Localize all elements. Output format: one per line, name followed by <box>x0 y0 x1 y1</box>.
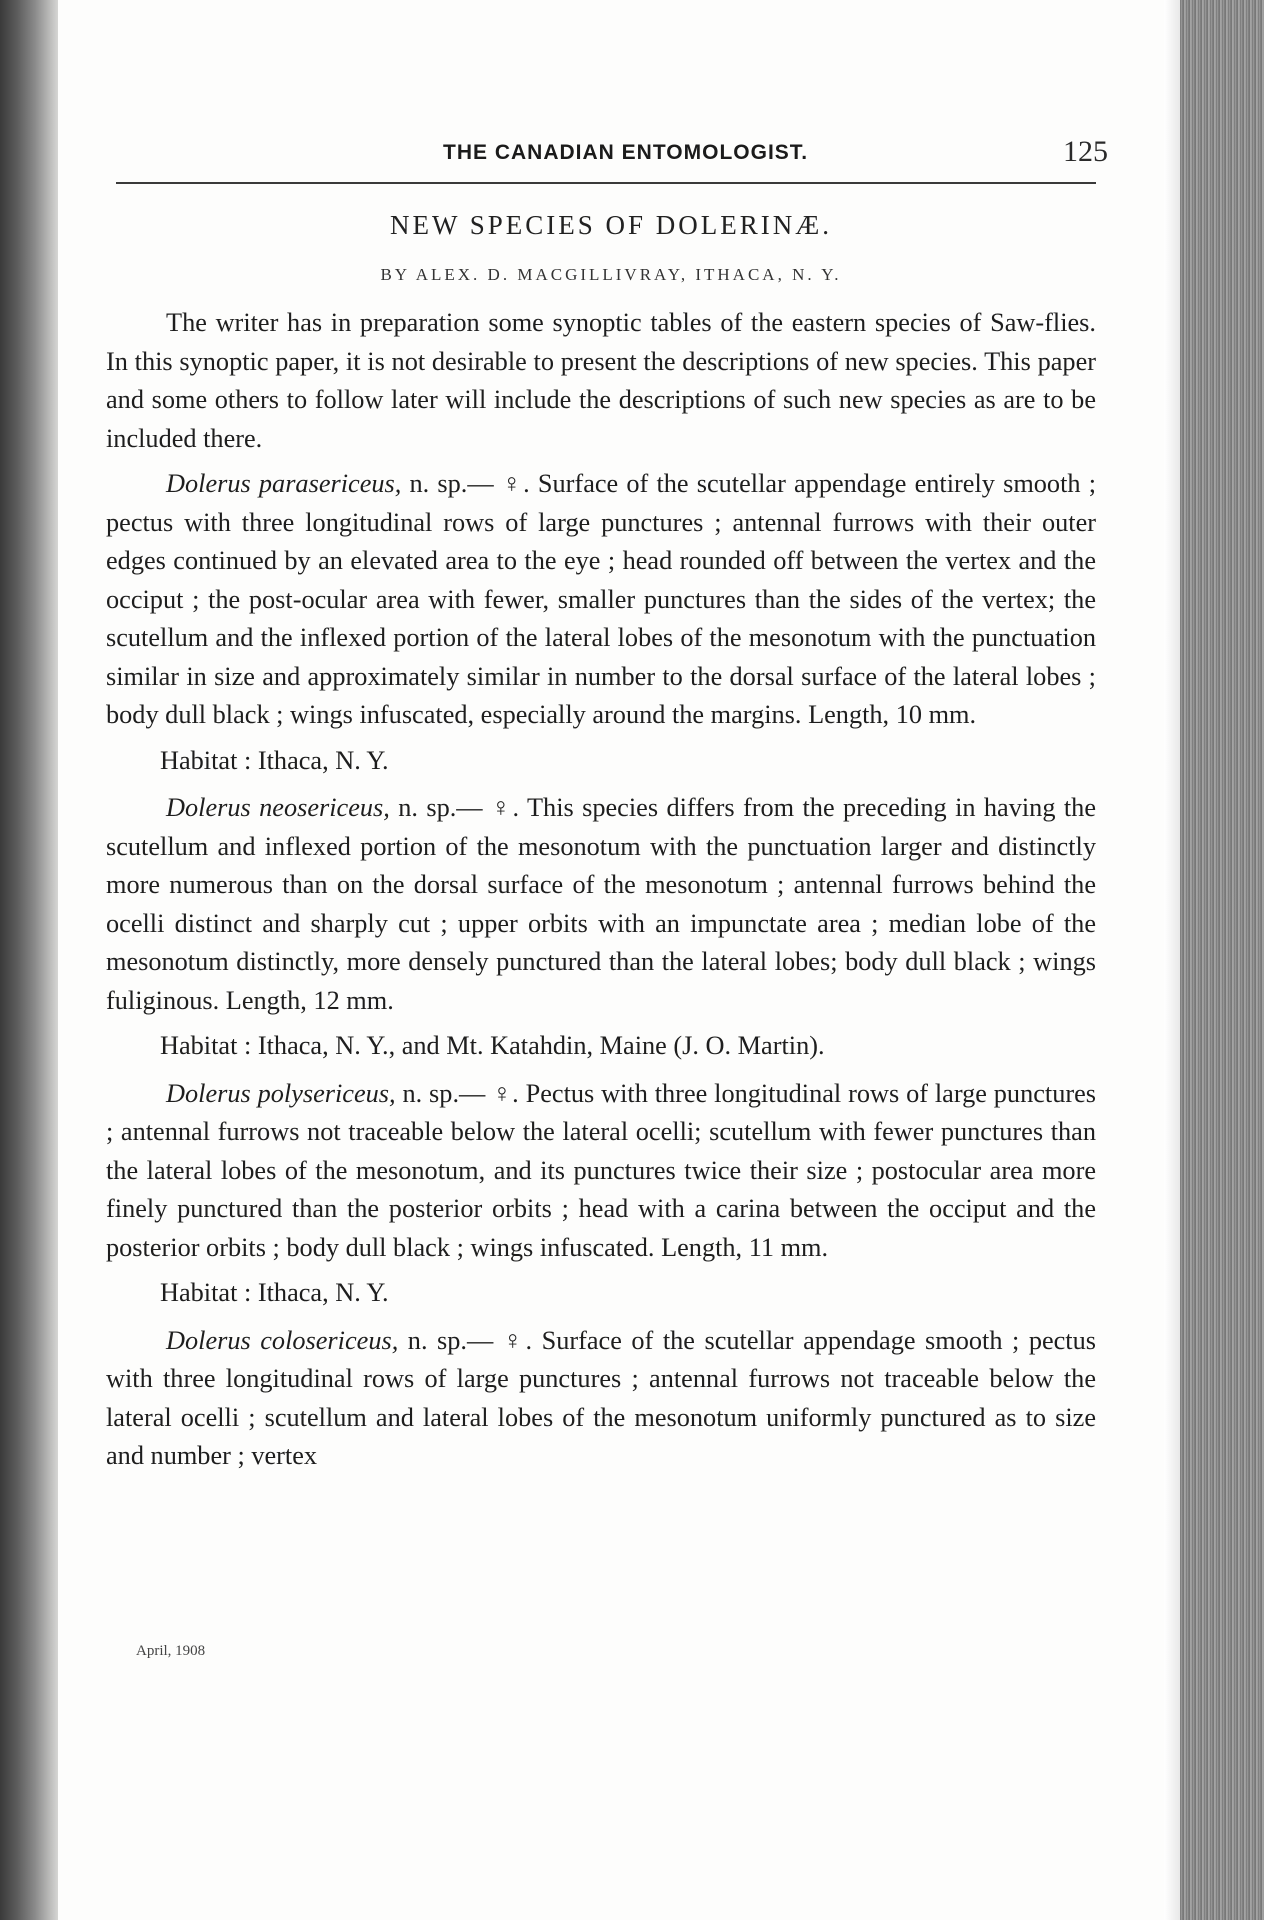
species-paragraph-neosericeus <box>106 789 1096 1020</box>
page-edge-shadow <box>1164 0 1180 1920</box>
species-paragraph-parasericeus <box>106 465 1096 735</box>
habitat-line: Habitat : Ithaca, N. Y. <box>160 1278 389 1307</box>
article-byline: BY ALEX. D. MACGILLIVRAY, ITHACA, N. Y. <box>380 265 842 284</box>
intro-paragraph: The writer has in preparation some synoptic tables of the eastern species of Saw-flies. In this synoptic paper, it is not desirable to present the descriptions of new species. This paper and some others to follow later will include the descriptions of such new species as are to be included there. <box>106 308 1096 453</box>
species-description: n. sp.— ♀. This species differs from the preceding in having the scutellum and inflexed portion of the mesonotum with the punctuation larger and distinctly more numerous than on the dorsal surface of the mesonotum ; antennal furrows behind the ocelli distinct and sharply cut ; upper orbits with an impunctate area ; median lobe of the mesonotum distinctly, more densely punctured than the lateral lobes; body dull black ; wings fuliginous. Length, 12 mm. <box>106 793 1096 1015</box>
book-page <box>58 0 1164 1920</box>
species-paragraph-colosericeus <box>106 1322 1096 1476</box>
book-gutter-shadow <box>0 0 58 1920</box>
species-description: n. sp.— ♀. Surface of the scutellar appendage entirely smooth ; pectus with three longitudinal rows of large punctures ; antennal furrows with their outer edges continued by an elevated area to the eye ; head rounded off between the vertex and the occiput ; the post-ocular area with fewer, smaller punctures than the sides of the vertex; the scutellum and the inflexed portion of the lateral lobes of the mesonotum with the punctuation similar in size and approximately similar in number to the dorsal surface of the lateral lobes ; body dull black ; wings infuscated, especially around the margins. Length, 10 mm. <box>106 469 1097 729</box>
habitat-line: Habitat : Ithaca, N. Y., and Mt. Katahdin, Maine (J. O. Martin). <box>160 1031 825 1060</box>
signature-mark: April, 1908 <box>136 1643 206 1659</box>
species-description: n. sp.— ♀. Surface of the scutellar appendage smooth ; pectus with three longitudinal rows of large punctures ; antennal furrows not traceable below the lateral ocelli ; scutellum and lateral lobes of the mesonotum uniformly punctured as to size and number ; vertex <box>106 1325 1096 1470</box>
species-description: n. sp.— ♀. Pectus with three longitudinal rows of large punctures ; antennal furrows not traceable below the lateral ocelli; scutellum with fewer punctures than the lateral lobes of the mesonotum, and its punctures twice their size ; postocular area more finely punctured than the posterior orbits ; head with a carina between the occiput and the posterior orbits ; body dull black ; wings infuscated. Length, 11 mm. <box>106 1078 1097 1262</box>
page-number: 125 <box>1063 135 1108 168</box>
journal-title: THE CANADIAN ENTOMOLOGIST. <box>443 141 809 164</box>
species-name: Dolerus colosericeus, <box>166 1325 399 1355</box>
species-name: Dolerus parasericeus, <box>166 469 402 498</box>
habitat-line: Habitat : Ithaca, N. Y. <box>160 745 389 775</box>
article-body <box>106 304 1096 1483</box>
species-name: Dolerus polysericeus, <box>166 1078 396 1108</box>
running-head <box>128 135 1108 175</box>
species-paragraph-polysericeus <box>106 1075 1096 1268</box>
article-title: NEW SPECIES OF DOLERINÆ. <box>389 210 833 240</box>
page-stack-edge <box>1180 0 1264 1920</box>
species-name: Dolerus neosericeus, <box>166 793 390 822</box>
header-rule <box>116 182 1096 184</box>
